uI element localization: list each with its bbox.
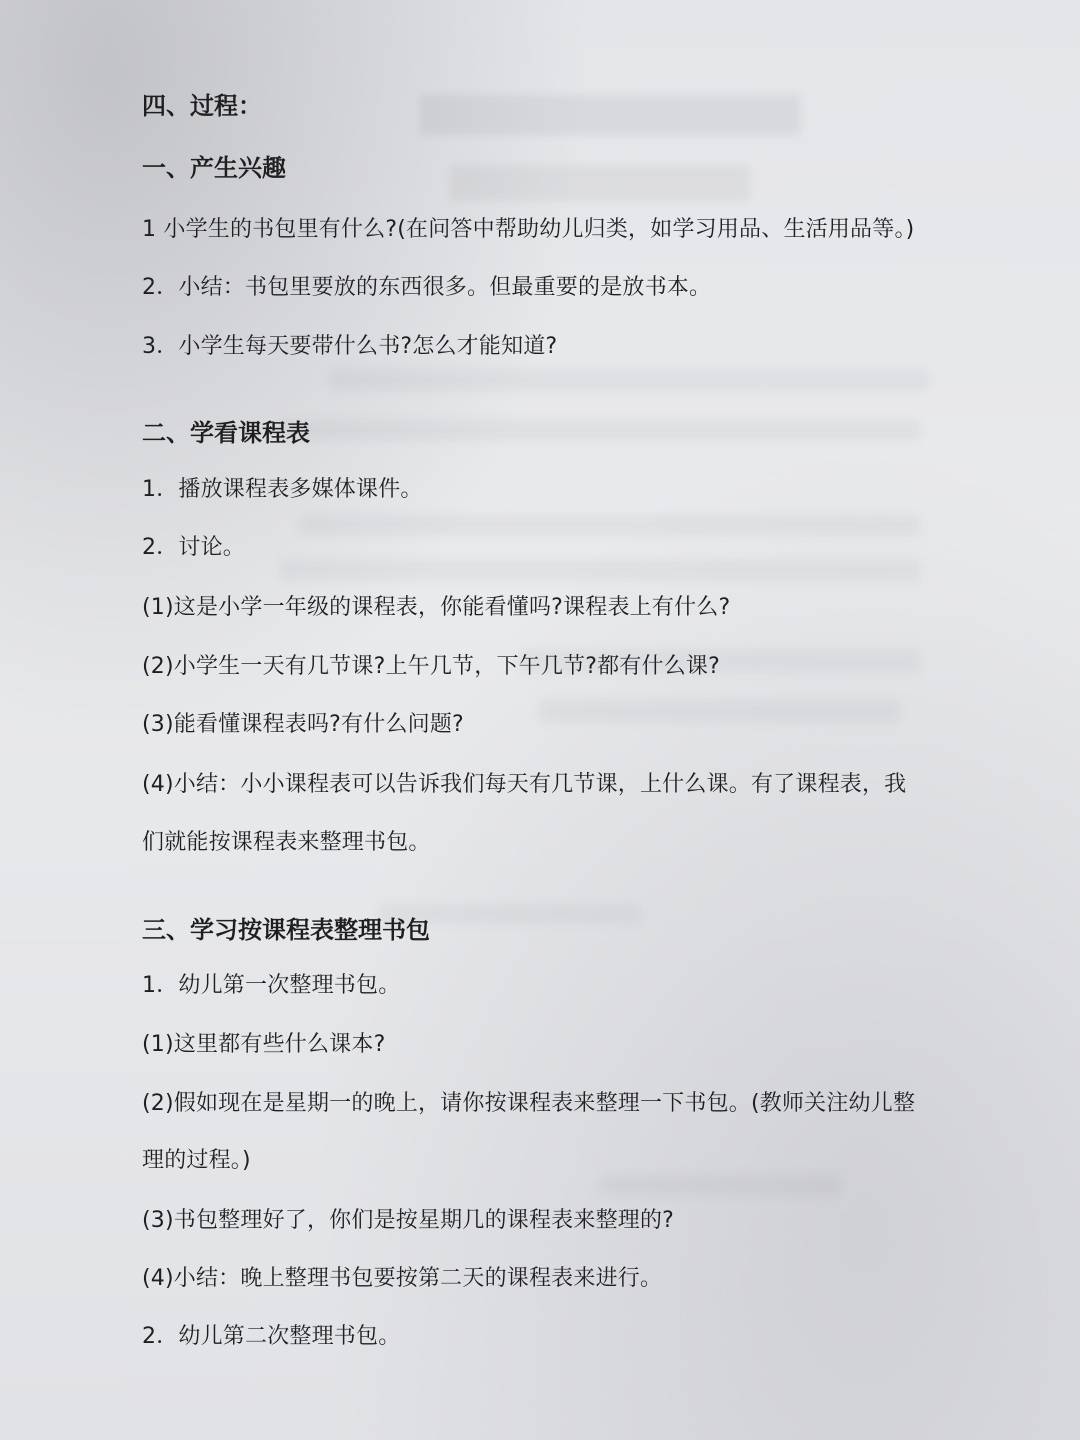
part3-line-7: 2．幼儿第二次整理书包。 [142, 1324, 401, 1349]
bleed-through-shadow [540, 700, 900, 722]
part3-line-3: (2)假如现在是星期一的晚上，请你按课程表来整理一下书包。(教师关注幼儿整 [142, 1091, 916, 1116]
part2-line-6: (4)小结：小小课程表可以告诉我们每天有几节课，上什么课。有了课程表，我 [142, 772, 907, 797]
part2-line-5: (3)能看懂课程表吗?有什么问题? [142, 712, 464, 737]
part2-line-4: (2)小学生一天有几节课?上午几节，下午几节?都有什么课? [142, 654, 720, 679]
part2-line-7: 们就能按课程表来整理书包。 [142, 830, 431, 855]
part3-line-4: 理的过程。) [142, 1148, 251, 1173]
bleed-through-shadow [330, 370, 930, 390]
bleed-through-shadow [420, 95, 800, 135]
part2-line-2: 2．讨论。 [142, 535, 245, 560]
bleed-through-shadow [280, 560, 920, 580]
part3-line-2: (1)这里都有些什么课本? [142, 1032, 386, 1057]
part3-heading: 三、学习按课程表整理书包 [142, 916, 430, 944]
part1-heading: 一、产生兴趣 [142, 154, 286, 182]
bleed-through-shadow [450, 165, 750, 201]
part1-line-3: 3．小学生每天要带什么书?怎么才能知道? [142, 334, 558, 359]
section-title: 四、过程： [142, 92, 262, 120]
part3-line-5: (3)书包整理好了，你们是按星期几的课程表来整理的? [142, 1208, 675, 1233]
bleed-through-shadow [280, 420, 920, 440]
part1-line-2: 2．小结：书包里要放的东西很多。但最重要的是放书本。 [142, 275, 712, 300]
part2-line-3: (1)这是小学一年级的课程表，你能看懂吗?课程表上有什么? [142, 595, 731, 620]
part1-line-1: 1 小学生的书包里有什么?(在问答中帮助幼儿归类，如学习用品、生活用品等。) [142, 217, 915, 242]
part2-line-1: 1．播放课程表多媒体课件。 [142, 477, 423, 502]
part2-heading: 二、学看课程表 [142, 419, 310, 447]
part3-line-1: 1．幼儿第一次整理书包。 [142, 973, 401, 998]
bleed-through-shadow [600, 1175, 840, 1195]
bleed-through-shadow [300, 515, 920, 535]
part3-line-6: (4)小结：晚上整理书包要按第二天的课程表来进行。 [142, 1266, 663, 1291]
